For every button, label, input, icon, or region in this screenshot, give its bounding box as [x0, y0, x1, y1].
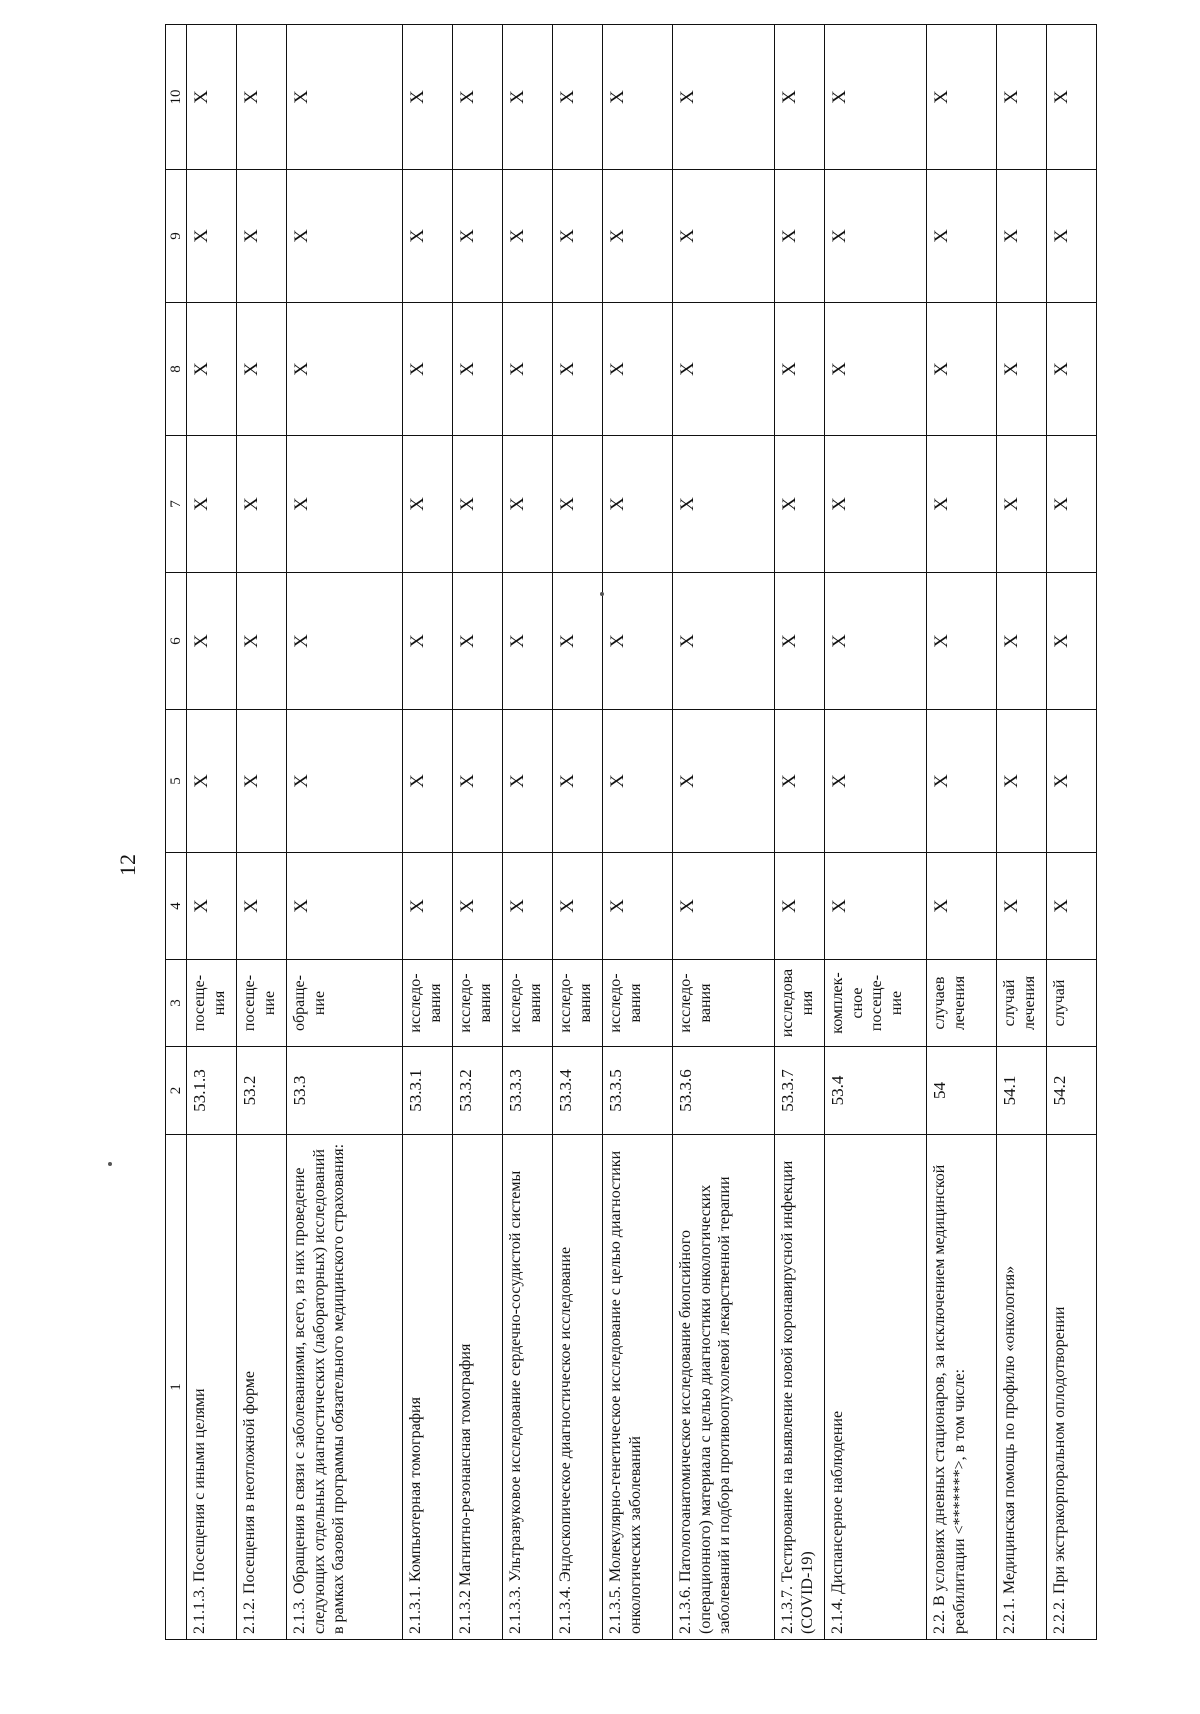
- x-mark-cell-col5: X: [453, 710, 503, 853]
- col-header-4: 4: [166, 853, 187, 960]
- table-row: [997, 25, 1047, 1640]
- x-mark-cell-col9: X: [403, 170, 453, 303]
- x-mark-cell-col5: X: [997, 710, 1047, 853]
- x-mark-cell-col4: X: [603, 853, 673, 960]
- x-mark-cell-col7: X: [503, 436, 553, 573]
- row-code-cell: 53.3.5: [603, 1047, 673, 1135]
- x-mark-cell-col7: X: [825, 436, 927, 573]
- x-mark-cell-col9: X: [187, 170, 237, 303]
- col-header-10: 10: [166, 25, 187, 170]
- x-mark-cell-col5: X: [775, 710, 825, 853]
- row-code-cell: 53.4: [825, 1047, 927, 1135]
- row-code-cell: 53.3.3: [503, 1047, 553, 1135]
- row-code-cell: 53.3.4: [553, 1047, 603, 1135]
- row-name-cell: 2.2. В условиях дневных стационаров, за исключением медицинской реабилитации <*******>, в том числе:: [927, 1135, 997, 1640]
- x-mark-cell-col9: X: [673, 170, 775, 303]
- row-code-cell: 53.3.7: [775, 1047, 825, 1135]
- x-mark-cell-col5: X: [825, 710, 927, 853]
- x-mark-cell-col8: X: [237, 303, 287, 436]
- row-unit-cell: обраще-ние: [287, 960, 403, 1047]
- col-header-8: 8: [166, 303, 187, 436]
- x-mark-cell-col5: X: [403, 710, 453, 853]
- row-name-cell: 2.1.3.1. Компьютерная томография: [403, 1135, 453, 1640]
- data-table: [165, 24, 1097, 1640]
- x-mark-cell-col5: X: [237, 710, 287, 853]
- x-mark-cell-col6: X: [403, 573, 453, 710]
- x-mark-cell-col5: X: [1047, 710, 1097, 853]
- x-mark-cell-col10: X: [503, 25, 553, 170]
- x-mark-cell-col7: X: [287, 436, 403, 573]
- x-mark-cell-col8: X: [927, 303, 997, 436]
- x-mark-cell-col10: X: [403, 25, 453, 170]
- row-name-cell: 2.1.3.5. Молекулярно-генетическое исследование с целью диагностики онкологических заболеваний: [603, 1135, 673, 1640]
- header-row: [166, 25, 187, 1640]
- row-name-cell: 2.1.3.6. Патологоанатомическое исследование биопсийного (операционного) материала с целью диагностики онкологических заболеваний и подбора противоопухолевой лекарственной терапии: [673, 1135, 775, 1640]
- row-unit-cell: случай лечения: [997, 960, 1047, 1047]
- x-mark-cell-col4: X: [997, 853, 1047, 960]
- table-row: [603, 25, 673, 1640]
- x-mark-cell-col10: X: [287, 25, 403, 170]
- x-mark-cell-col4: X: [287, 853, 403, 960]
- x-mark-cell-col10: X: [673, 25, 775, 170]
- table-row: [775, 25, 825, 1640]
- col-header-6: 6: [166, 573, 187, 710]
- x-mark-cell-col4: X: [673, 853, 775, 960]
- x-mark-cell-col10: X: [997, 25, 1047, 170]
- row-unit-cell: посеще-ния: [187, 960, 237, 1047]
- x-mark-cell-col4: X: [187, 853, 237, 960]
- table-row: [453, 25, 503, 1640]
- col-header-5: 5: [166, 710, 187, 853]
- x-mark-cell-col8: X: [603, 303, 673, 436]
- row-name-cell: 2.1.3.4. Эндоскопическое диагностическое исследование: [553, 1135, 603, 1640]
- row-code-cell: 53.3: [287, 1047, 403, 1135]
- x-mark-cell-col6: X: [287, 573, 403, 710]
- row-name-cell: 2.1.4. Диспансерное наблюдение: [825, 1135, 927, 1640]
- row-name-cell: 2.2.1. Медицинская помощь по профилю «онкология»: [997, 1135, 1047, 1640]
- x-mark-cell-col6: X: [603, 573, 673, 710]
- x-mark-cell-col6: X: [825, 573, 927, 710]
- x-mark-cell-col4: X: [503, 853, 553, 960]
- row-unit-cell: случай: [1047, 960, 1097, 1047]
- row-code-cell: 54: [927, 1047, 997, 1135]
- row-unit-cell: исследо-вания: [503, 960, 553, 1047]
- col-header-7: 7: [166, 436, 187, 573]
- col-header-9: 9: [166, 170, 187, 303]
- x-mark-cell-col4: X: [825, 853, 927, 960]
- x-mark-cell-col5: X: [553, 710, 603, 853]
- row-name-cell: 2.1.3.2 Магнитно-резонансная томография: [453, 1135, 503, 1640]
- x-mark-cell-col7: X: [187, 436, 237, 573]
- scan-speck: [600, 592, 604, 596]
- scan-speck: [108, 1162, 112, 1166]
- x-mark-cell-col10: X: [603, 25, 673, 170]
- x-mark-cell-col6: X: [775, 573, 825, 710]
- row-code-cell: 54.1: [997, 1047, 1047, 1135]
- row-name-cell: 2.1.2. Посещения в неотложной форме: [237, 1135, 287, 1640]
- table-row: [503, 25, 553, 1640]
- x-mark-cell-col6: X: [553, 573, 603, 710]
- x-mark-cell-col5: X: [927, 710, 997, 853]
- row-name-cell: 2.1.1.3. Посещения с иными целями: [187, 1135, 237, 1640]
- table-row: [187, 25, 237, 1640]
- row-code-cell: 53.2: [237, 1047, 287, 1135]
- x-mark-cell-col6: X: [503, 573, 553, 710]
- x-mark-cell-col9: X: [553, 170, 603, 303]
- x-mark-cell-col4: X: [927, 853, 997, 960]
- x-mark-cell-col9: X: [287, 170, 403, 303]
- rotated-table-wrapper: [165, 25, 1085, 1640]
- row-unit-cell: исследо-вания: [403, 960, 453, 1047]
- x-mark-cell-col7: X: [1047, 436, 1097, 573]
- row-name-cell: 2.2.2. При экстракорпоральном оплодотворении: [1047, 1135, 1097, 1640]
- x-mark-cell-col8: X: [825, 303, 927, 436]
- row-unit-cell: посеще-ние: [237, 960, 287, 1047]
- table-row: [1047, 25, 1097, 1640]
- table-row: [553, 25, 603, 1640]
- x-mark-cell-col6: X: [453, 573, 503, 710]
- x-mark-cell-col8: X: [997, 303, 1047, 436]
- x-mark-cell-col4: X: [453, 853, 503, 960]
- table-row: [825, 25, 927, 1640]
- row-name-cell: 2.1.3. Обращения в связи с заболеваниями, всего, из них проведение следующих отдельных диагностических (лабораторных) исследований в рамках базовой программы обязательного медицинского страхования:: [287, 1135, 403, 1640]
- x-mark-cell-col9: X: [825, 170, 927, 303]
- x-mark-cell-col5: X: [603, 710, 673, 853]
- x-mark-cell-col7: X: [997, 436, 1047, 573]
- page-number: 12: [115, 854, 140, 876]
- row-name-cell: 2.1.3.7. Тестирование на выявление новой коронавирусной инфекции (COVID-19): [775, 1135, 825, 1640]
- x-mark-cell-col10: X: [775, 25, 825, 170]
- x-mark-cell-col4: X: [403, 853, 453, 960]
- col-header-2: 2: [166, 1047, 187, 1135]
- row-unit-cell: исследова ния: [775, 960, 825, 1047]
- row-code-cell: 53.3.2: [453, 1047, 503, 1135]
- x-mark-cell-col7: X: [775, 436, 825, 573]
- x-mark-cell-col10: X: [187, 25, 237, 170]
- x-mark-cell-col4: X: [553, 853, 603, 960]
- x-mark-cell-col6: X: [1047, 573, 1097, 710]
- row-unit-cell: исследо-вания: [453, 960, 503, 1047]
- x-mark-cell-col9: X: [603, 170, 673, 303]
- x-mark-cell-col10: X: [825, 25, 927, 170]
- row-code-cell: 54.2: [1047, 1047, 1097, 1135]
- table-body: [166, 25, 1097, 1640]
- col-header-3: 3: [166, 960, 187, 1047]
- row-code-cell: 53.3.6: [673, 1047, 775, 1135]
- row-unit-cell: исследо-вания: [553, 960, 603, 1047]
- x-mark-cell-col5: X: [187, 710, 237, 853]
- x-mark-cell-col5: X: [673, 710, 775, 853]
- table-row: [287, 25, 403, 1640]
- x-mark-cell-col8: X: [553, 303, 603, 436]
- row-unit-cell: исследо-вания: [603, 960, 673, 1047]
- x-mark-cell-col10: X: [553, 25, 603, 170]
- x-mark-cell-col9: X: [997, 170, 1047, 303]
- x-mark-cell-col8: X: [775, 303, 825, 436]
- x-mark-cell-col9: X: [237, 170, 287, 303]
- x-mark-cell-col7: X: [453, 436, 503, 573]
- col-header-1: 1: [166, 1135, 187, 1640]
- x-mark-cell-col5: X: [287, 710, 403, 853]
- x-mark-cell-col7: X: [927, 436, 997, 573]
- x-mark-cell-col10: X: [237, 25, 287, 170]
- x-mark-cell-col8: X: [187, 303, 237, 436]
- table-row: [403, 25, 453, 1640]
- table-row: [237, 25, 287, 1640]
- table-row: [927, 25, 997, 1640]
- row-unit-cell: комплек-сное посеще-ние: [825, 960, 927, 1047]
- x-mark-cell-col9: X: [927, 170, 997, 303]
- x-mark-cell-col7: X: [673, 436, 775, 573]
- x-mark-cell-col4: X: [1047, 853, 1097, 960]
- x-mark-cell-col7: X: [603, 436, 673, 573]
- x-mark-cell-col8: X: [403, 303, 453, 436]
- row-unit-cell: исследо-вания: [673, 960, 775, 1047]
- x-mark-cell-col6: X: [997, 573, 1047, 710]
- x-mark-cell-col9: X: [503, 170, 553, 303]
- x-mark-cell-col8: X: [503, 303, 553, 436]
- x-mark-cell-col6: X: [927, 573, 997, 710]
- x-mark-cell-col8: X: [287, 303, 403, 436]
- x-mark-cell-col10: X: [1047, 25, 1097, 170]
- x-mark-cell-col10: X: [927, 25, 997, 170]
- x-mark-cell-col9: X: [775, 170, 825, 303]
- table-row: [673, 25, 775, 1640]
- x-mark-cell-col7: X: [403, 436, 453, 573]
- x-mark-cell-col4: X: [237, 853, 287, 960]
- row-code-cell: 53.3.1: [403, 1047, 453, 1135]
- x-mark-cell-col7: X: [553, 436, 603, 573]
- x-mark-cell-col6: X: [187, 573, 237, 710]
- x-mark-cell-col6: X: [673, 573, 775, 710]
- x-mark-cell-col6: X: [237, 573, 287, 710]
- row-unit-cell: случаев лечения: [927, 960, 997, 1047]
- x-mark-cell-col7: X: [237, 436, 287, 573]
- row-name-cell: 2.1.3.3. Ультразвуковое исследование сердечно-сосудистой системы: [503, 1135, 553, 1640]
- x-mark-cell-col8: X: [673, 303, 775, 436]
- row-code-cell: 53.1.3: [187, 1047, 237, 1135]
- x-mark-cell-col8: X: [453, 303, 503, 436]
- x-mark-cell-col8: X: [1047, 303, 1097, 436]
- x-mark-cell-col5: X: [503, 710, 553, 853]
- x-mark-cell-col4: X: [775, 853, 825, 960]
- x-mark-cell-col9: X: [453, 170, 503, 303]
- x-mark-cell-col10: X: [453, 25, 503, 170]
- x-mark-cell-col9: X: [1047, 170, 1097, 303]
